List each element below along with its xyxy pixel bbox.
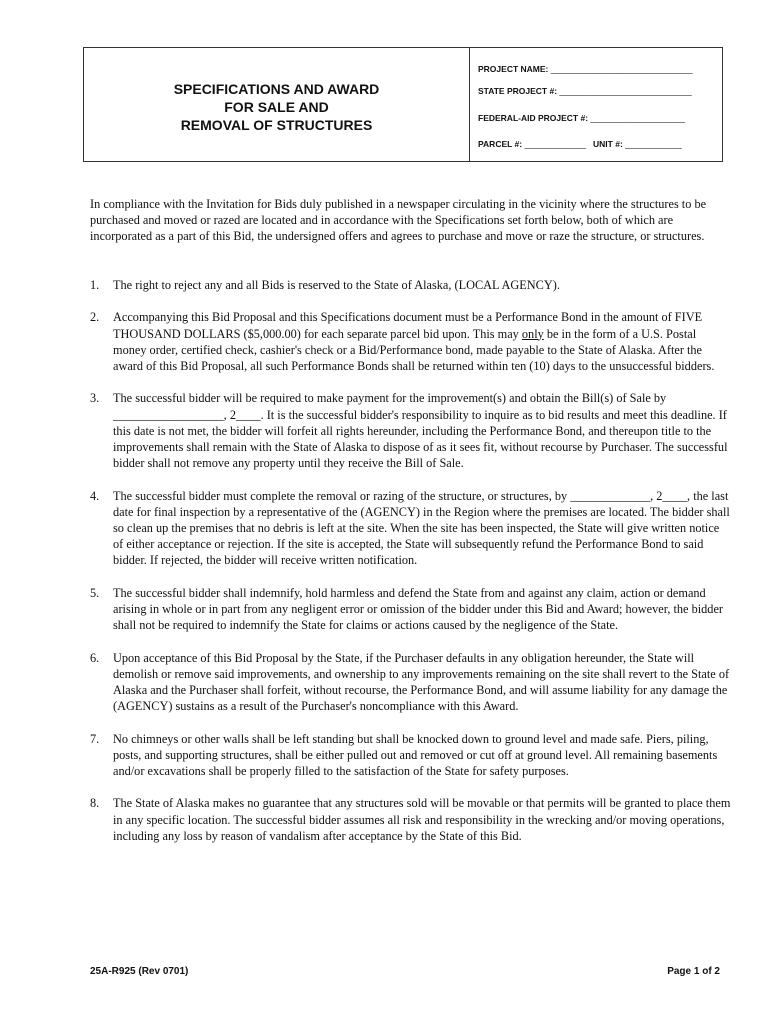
project-name-row [478, 64, 693, 74]
document-title [84, 48, 470, 161]
item-text: The successful bidder will be required to make payment for the improvement(s) and obtain the Bill(s) of Sale by __________________, 2____. It is the successful bidder's responsibility to inquire as to bid results and meet this deadline. If this date is not met, the bidder will forfeit all rights hereunder, including the Performance Bond, and thereupon title to the improvements shall remain with the State of Alaska to dispose of as it sees fit, without recourse by Purchaser. The successful bidder shall not remove any property until they receive the Bill of Sale. [113, 391, 728, 471]
item-number: 2. [90, 310, 100, 325]
item-number: 3. [90, 391, 100, 406]
item-text: The successful bidder must complete the removal or razing of the structure, or structures, by _____________, 2____, the last date for final inspection by a representative of the (AGENCY) in the Region where the premises are located. The bidder shall so clean up the premises that no debris is left at the site. When the site has been inspected, the State will give written notice of either acceptance or rejection. If the site is accepted, the State will subsequently refund the Performance Bond to said bidder. If rejected, the bidder will receive written notification. [113, 488, 730, 568]
item-number: 7. [90, 731, 100, 746]
item-number: 6. [90, 650, 100, 665]
item-text: The successful bidder shall indemnify, hold harmless and defend the State from and against any claim, action or demand arising in whole or in part from any negligent error or omission of the bidder under this Bid and Award; however, the bidder shall not be required to indemnify the State for claims or actions caused by the negligence of the State. [113, 585, 724, 633]
title-line-3: REMOVAL OF STRUCTURES [180, 116, 373, 133]
federal-aid-label: FEDERAL-AID PROJECT #: [478, 113, 589, 123]
title-line-2: FOR SALE AND [224, 98, 329, 115]
state-project-field[interactable]: ____________________________ [559, 86, 692, 96]
federal-aid-field[interactable]: ____________________ [590, 113, 685, 123]
project-name-label: PROJECT NAME: [478, 64, 549, 74]
list-item [90, 585, 732, 634]
intro-paragraph: In compliance with the Invitation for Bids duly published in a newspaper circulating in the vicinity where the structures to be purchased and moved or razed are located and in accordance with the Specifications set forth below, both of which are incorporated as a part of this Bid, the undersigned offers and agrees to purchase and move or raze the structure, or structures. [90, 197, 707, 244]
item-number: 8. [90, 796, 100, 811]
form-number: 25A-R925 (Rev 0701) [90, 966, 189, 977]
item-text: Accompanying this Bid Proposal and this Specifications document must be a Performance Bond in the amount of FIVE THOUSAND DOLLARS ($5,000.00) for each separate parcel bid upon. This may only be in the form of a U.S. Postal money order, certified check, cashier's check or a Bid/Performance bond, made payable to the State of Alaska. After the award of this Bid Proposal, all such Performance Bonds shall be returned within ten (10) days to the unsuccessful bidders. [113, 310, 715, 373]
form-header-box [83, 47, 723, 162]
state-project-row [478, 86, 692, 96]
title-line-1: SPECIFICATIONS AND AWARD [173, 80, 380, 97]
unit-field[interactable]: ____________ [625, 139, 682, 149]
state-project-label: STATE PROJECT #: [478, 86, 558, 96]
item-text: Upon acceptance of this Bid Proposal by the State, if the Purchaser defaults in any obligation hereunder, the State will demolish or remove said improvements, and ownership to any improvements remaining on the site shall revert to the State of Alaska and the Purchaser shall forfeit, without recourse, the Performance Bond, and will assume liability for any damage the (AGENCY) sustains as a result of the Purchaser's noncompliance with this Award. [113, 650, 730, 714]
list-item [90, 650, 732, 715]
list-item [90, 795, 732, 844]
page-number: Page 1 of 2 [667, 966, 720, 977]
item-text: The right to reject any and all Bids is reserved to the State of Alaska, (LOCAL AGENCY). [113, 278, 560, 292]
item-text: The State of Alaska makes no guarantee that any structures sold will be movable or that permits will be granted to place them in any specific location. The successful bidder assumes all risk and responsibility in the wrecking and/or moving operations, including any loss by reason of vandalism after acceptance by the State of this Bid. [113, 796, 731, 843]
federal-aid-row [478, 113, 685, 123]
list-item [90, 390, 732, 471]
unit-label: UNIT #: [593, 139, 623, 149]
item-text: No chimneys or other walls shall be left standing but shall be knocked down to ground level and made safe. Piers, piling, posts, and supporting structures, shall be either pulled out and removed or cut off at ground level. All remaining basements and/or excavations shall be properly filled to the satisfaction of the State for safety purposes. [113, 731, 718, 778]
parcel-field[interactable]: _____________ [524, 139, 586, 149]
item-number: 1. [90, 278, 100, 292]
list-item [90, 309, 732, 374]
list-item [90, 488, 732, 569]
specifications-list [90, 277, 732, 844]
parcel-unit-row [478, 139, 682, 149]
list-item [90, 731, 732, 780]
item-number: 5. [90, 585, 100, 600]
parcel-label: PARCEL #: [478, 139, 523, 149]
item-number: 4. [90, 488, 100, 503]
project-name-field[interactable]: ______________________________ [550, 64, 693, 74]
underlined-only: only [521, 326, 544, 341]
project-info-panel [470, 48, 722, 161]
list-item [90, 277, 732, 293]
